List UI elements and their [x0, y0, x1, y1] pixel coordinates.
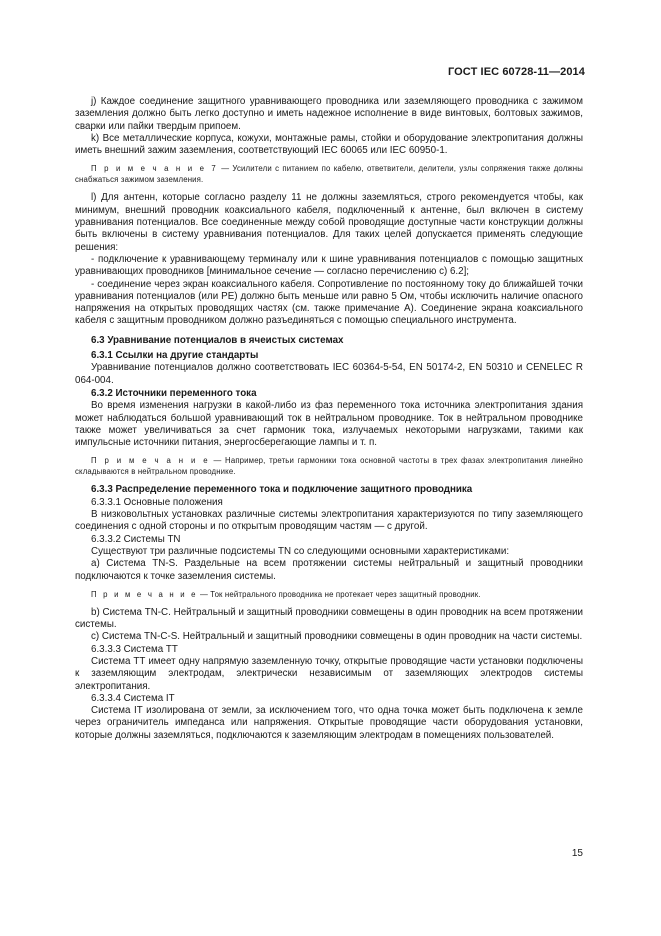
paragraph-6-3-3-2-b: b) Система TN-C. Нейтральный и защитный проводники совмещены в один проводник на всем протяжении системы. — [75, 606, 583, 631]
paragraph-6-3-3-4: Система IT изолирована от земли, за исключением того, что одна точка может быть подключена к земле через ограничитель импеданса или напряжения. Открытые проводящие части оборудования установки, которые должны заземляться, подключаются к заземляющим электродам в помещениях пользователей. — [75, 705, 583, 741]
note-tn-label: П р и м е ч а н и е — [91, 589, 198, 599]
note-7-label: П р и м е ч а н и е 7 — [91, 164, 218, 174]
paragraph-l: l) Для антенн, которые согласно разделу 11 не должны заземляться, строго рекомендуется чтобы, как минимум, внешний проводник коаксиального кабеля, подключенный к антенне, был включен в систему уравнивания потенциалов. Все соединенные между собой проводящие доступные части конструкции должны быть включены в систему уравнивания потенциалов. Для таких целей допускается применять следующие решения: — [75, 192, 583, 253]
note-harmonics-text: — Например, третьи гармоники тока основной частоты в трех фазах электропитания линейно складываются в нейтральном проводнике. — [75, 456, 583, 477]
note-harmonics — [75, 455, 583, 477]
paragraph-k: k) Все металлические корпуса, кожухи, монтажные рамы, стойки и оборудование электропитания должны иметь внешний зажим заземления, соответствующий IEC 60065 или IEC 60950-1. — [75, 132, 583, 157]
paragraph-6-3-3-2-a: а) Система TN-S. Раздельные на всем протяжении системы нейтральный и защитный проводники подключаются к точке заземления системы. — [75, 558, 583, 582]
section-6-3-3-heading: 6.3.3 Распределение переменного тока и подключение защитного проводника — [91, 484, 473, 496]
section-6-3-heading: 6.3 Уравнивание потенциалов в ячеистых системах — [91, 334, 344, 346]
paragraph-6-3-1: Уравнивание потенциалов должно соответствовать IEC 60364-5-54, EN 50174-2, EN 50310 и CENELEC R 064-004. — [75, 362, 583, 386]
paragraph-6-3-3-1: В низковольтных установках различные системы электропитания характеризуются по типу заземляющего соединения с одной стороны и по открытым проводящим частям — с другой. — [75, 509, 583, 533]
standard-header: ГОСТ IEC 60728-11—2014 — [447, 66, 585, 78]
section-6-3-3-2-heading: 6.3.3.2 Системы TN — [91, 533, 181, 545]
paragraph-j: j) Каждое соединение защитного уравнивающего проводника или заземляющего проводника с зажимом заземления должно быть легко доступно и иметь надежное исполнение в виде винтовых, болтовых зажимов, сварки или пайки твердым припоем. — [75, 96, 583, 132]
page-number: 15 — [571, 848, 583, 859]
section-6-3-3-1-heading: 6.3.3.1 Основные положения — [91, 496, 223, 508]
note-tn — [75, 589, 583, 600]
paragraph-6-3-3-2: Существуют три различные подсистемы TN со следующими основными характеристиками: — [91, 545, 510, 557]
note-tn-text: — Ток нейтрального проводника не протекает через защитный проводник. — [197, 589, 481, 599]
note-harmonics-label: П р и м е ч а н и е — [91, 456, 210, 466]
section-6-3-3-4-heading: 6.3.3.4 Система IT — [91, 692, 175, 704]
note-7 — [75, 163, 583, 185]
section-6-3-3-3-heading: 6.3.3.3 Система ТТ — [91, 643, 178, 655]
note-7-text: — Усилители с питанием по кабелю, ответвители, делители, узлы сопряжения также должны снабжаться зажимом заземления. — [75, 164, 583, 185]
paragraph-6-3-2: Во время изменения нагрузки в какой-либо из фаз переменного тока источника электропитания здания может наблюдаться большой уравнивающий ток в нейтральном проводнике. Ток в нейтральном проводнике также может увеличиваться за счет гармоник тока, излучаемых некоторыми нагрузками, такими как импульсные источники питания, энергосберегающие лампы и т. п. — [75, 400, 583, 449]
paragraph-l-item-2: - соединение через экран коаксиального кабеля. Сопротивление по постоянному току до ближайшей точки уравнивания потенциалов (или PE) должно быть меньше или равно 5 Ом, чтобы исключить наличие опасного напряжения на открытых проводящих частях (см. также примечание А). Соединение экрана коаксиального кабеля с защитным проводником должно разъединяться с помощью специального инструмента. — [75, 278, 583, 327]
paragraph-6-3-3-2-c: c) Система TN-C-S. Нейтральный и защитный проводники совмещены в один проводник на части системы. — [91, 631, 583, 643]
section-6-3-1-heading: 6.3.1 Ссылки на другие стандарты — [91, 350, 259, 362]
paragraph-l-item-1: - подключение к уравнивающему терминалу или к шине уравнивания потенциалов с помощью защитных уравнивающих проводников [минимальное сечение — согласно перечислению с) 6.2]; — [75, 253, 583, 278]
paragraph-6-3-3-3: Система ТТ имеет одну напрямую заземленную точку, открытые проводящие части установки подключены к заземляющим электродам, электрически независимым от заземляющих электродов системы электропитания. — [75, 655, 583, 692]
document-body — [75, 96, 583, 742]
section-6-3-2-heading: 6.3.2 Источники переменного тока — [91, 387, 257, 399]
